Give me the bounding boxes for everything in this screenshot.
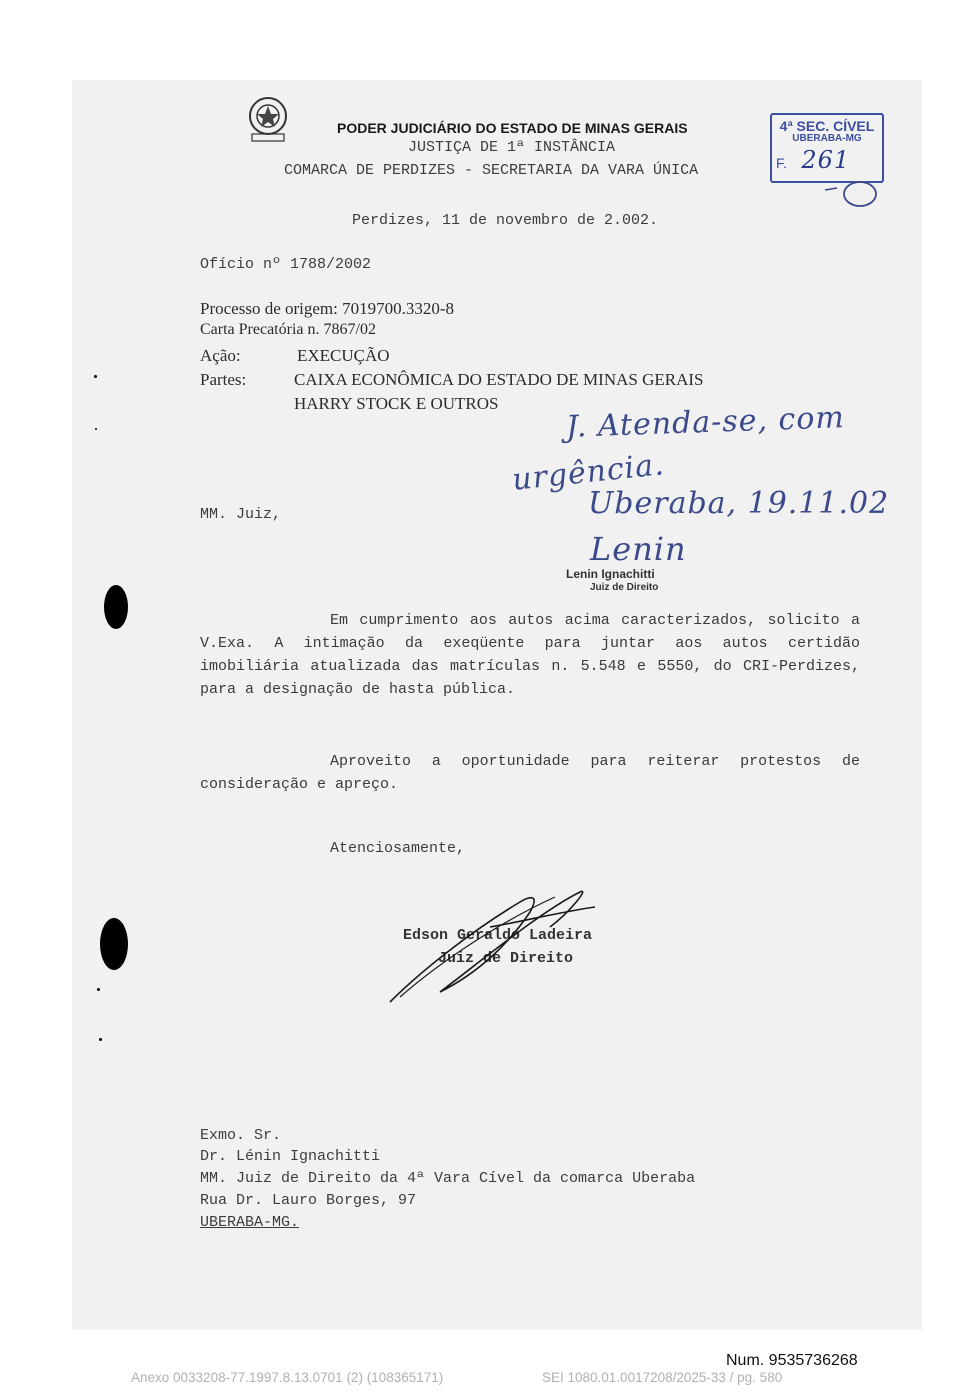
receipt-stamp xyxy=(770,113,884,183)
addressee-name: Dr. Lénin Ignachitti xyxy=(200,1148,381,1165)
speck-mark xyxy=(97,988,100,991)
carta-precatoria xyxy=(200,321,376,339)
processo-value: 7019700.3320-8 xyxy=(342,299,455,318)
signer-name: Edson Geraldo Ladeira xyxy=(403,927,593,944)
footer-annex: Anexo 0033208-77.1997.8.13.0701 (2) (108365171) xyxy=(131,1370,444,1385)
header-instance: JUSTIÇA DE 1ª INSTÂNCIA xyxy=(408,139,616,156)
punch-hole-mark xyxy=(104,585,128,629)
addressee-greeting: Exmo. Sr. xyxy=(200,1127,282,1144)
reviewer-name: Lenin Ignachitti xyxy=(566,567,655,581)
addressee-city: UBERABA-MG. xyxy=(200,1214,300,1231)
handwritten-order-line-1: J. Atenda-se, com xyxy=(565,400,846,445)
header-court-name: PODER JUDICIÁRIO DO ESTADO DE MINAS GERAIS xyxy=(337,120,688,136)
handwritten-order-line-3: Uberaba, 19.11.02 xyxy=(588,486,890,521)
body-paragraph-2: Aproveito a oportunidade para reiterar protestos de consideração e apreço. xyxy=(200,753,860,793)
oficio-number: Ofício nº 1788/2002 xyxy=(200,256,372,273)
stamp-folio-number: 261 xyxy=(801,146,851,174)
addressee-position: MM. Juiz de Direito da 4ª Vara Cível da comarca Uberaba xyxy=(200,1170,696,1187)
stamp-city: UBERABA-MG xyxy=(792,133,862,144)
acao-value: EXECUÇÃO xyxy=(297,346,390,365)
acao-label: Ação: xyxy=(200,346,241,365)
processo-origem xyxy=(200,299,454,319)
salutation: MM. Juiz, xyxy=(200,506,282,523)
footer-document-number: Num. 9535736268 xyxy=(726,1352,858,1369)
reviewer-title: Juiz de Direito xyxy=(590,582,659,593)
signer-title: Juiz de Direito xyxy=(438,950,574,967)
stamp-section: 4ª SEC. CÍVEL xyxy=(779,118,875,134)
speck-mark xyxy=(95,428,97,430)
carta-label: Carta Precatória n. xyxy=(200,321,320,338)
stamp-scribble-icon xyxy=(815,176,885,212)
document-date: Perdizes, 11 de novembro de 2.002. xyxy=(352,212,659,229)
body-paragraph-1: Em cumprimento aos autos acima caracterizados, solicito a V.Exa. A intimação da exeqüente para juntar aos autos certidão imobiliária atualizada das matrículas n. 5.548 e 5550, do CRI-Perdizes, para a designação de hasta pública. xyxy=(200,612,860,698)
footer-sei-page: SEI 1080.01.0017208/2025-33 / pg. 580 xyxy=(542,1370,783,1385)
speck-mark xyxy=(99,1038,102,1041)
handwritten-initials: Lenin xyxy=(590,530,687,568)
signature-scribble-icon xyxy=(380,882,610,1012)
processo-label: Processo de origem: xyxy=(200,299,338,318)
carta-value: 7867/02 xyxy=(323,321,376,338)
closing: Atenciosamente, xyxy=(330,840,466,857)
addressee-street: Rua Dr. Lauro Borges, 97 xyxy=(200,1192,417,1209)
header-secretariat: COMARCA DE PERDIZES - SECRETARIA DA VARA ÚNICA xyxy=(284,162,699,179)
partes-value-2: HARRY STOCK E OUTROS xyxy=(294,394,499,413)
stamp-folio-prefix: F. xyxy=(776,155,787,171)
partes-label: Partes: xyxy=(200,370,247,389)
handwritten-order-line-2: urgência. xyxy=(510,447,667,498)
punch-hole-mark xyxy=(100,918,128,970)
speck-mark xyxy=(94,375,97,378)
partes-value-1: CAIXA ECONÔMICA DO ESTADO DE MINAS GERAIS xyxy=(294,370,704,389)
coat-of-arms-icon xyxy=(246,94,290,144)
